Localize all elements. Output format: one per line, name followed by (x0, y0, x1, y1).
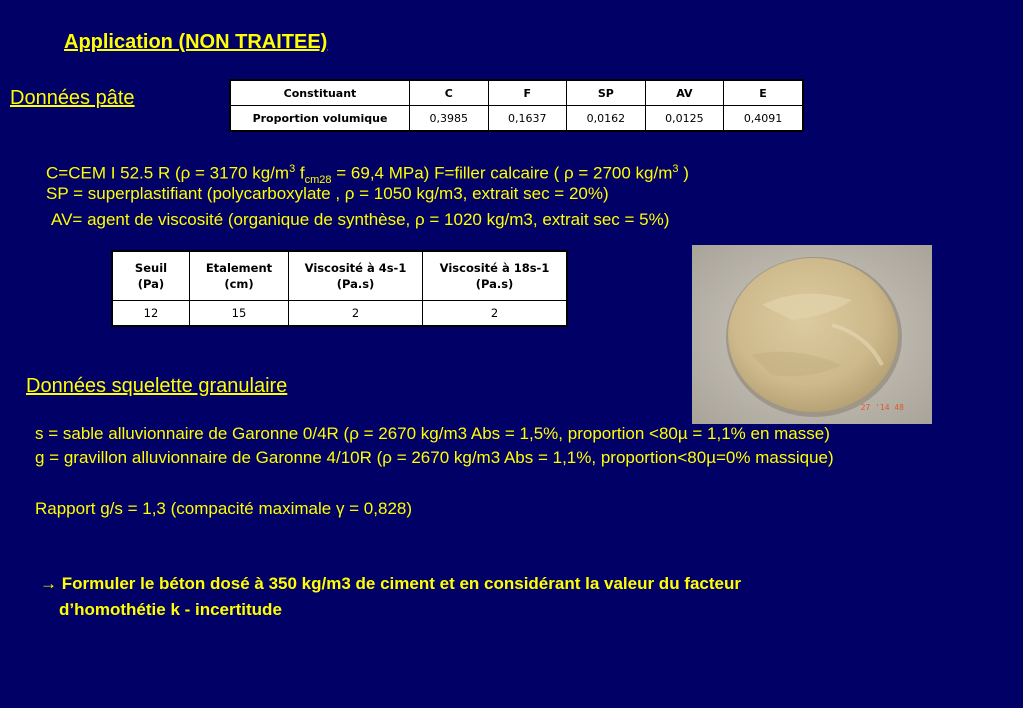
cement-filler-description: C=CEM I 52.5 R (ρ = 3170 $kg/m^3$ $f_{cm28} = 69,4$ MPa) F=filler calcaire ( ρ = 2700 $kg/m^3$ ) (46, 163, 689, 187)
table-header-cell: Viscosité à 4s-1 (Pa.s) (289, 251, 423, 301)
photo-date-stamp: 27 '14 48 (860, 403, 904, 412)
table-cell: 12 (112, 301, 190, 327)
table-cell: 15 (190, 301, 289, 327)
superplasticizer-description: SP = superplastifiant (polycarboxylate , ρ = 1050 kg/m3, extrait sec = 20%) (46, 184, 609, 203)
table-header-cell: C (410, 80, 489, 106)
paste-composition-table (229, 79, 804, 132)
paste-spread-photo (692, 245, 932, 424)
table-cell: 2 (423, 301, 568, 327)
rheology-table (111, 250, 568, 327)
table-header-cell: Viscosité à 18s-1 (Pa.s) (423, 251, 568, 301)
table-cell: 0,4091 (724, 106, 803, 132)
section-heading-paste: Données pâte (10, 87, 135, 109)
table-header-cell: SP (567, 80, 646, 106)
table-row (230, 106, 803, 132)
section-heading-squelette: Données squelette granulaire (26, 375, 288, 397)
table-header-cell: F (488, 80, 567, 106)
gravel-description: g = gravillon alluvionnaire de Garonne 4/10R (ρ = 2670 kg/m3 Abs = 1,1%, proportion<80µ=0% massique) (35, 448, 834, 467)
gs-ratio: Rapport g/s = 1,3 (compacité maximale γ = 0,828) (35, 499, 413, 518)
table-header-row (112, 251, 567, 301)
table-header-cell: Constituant (230, 80, 410, 106)
paste-disk-image (692, 245, 932, 424)
task-line-2: d’homothétie k - incertitude (59, 600, 282, 619)
table-header-row (230, 80, 803, 106)
sand-description: s = sable alluvionnaire de Garonne 0/4R (ρ = 2670 kg/m3 Abs = 1,5%, proportion <80µ = 1,1% en masse) (35, 424, 830, 443)
task-line-1: → Formuler le béton dosé à 350 kg/m3 de ciment et en considérant la valeur du facteur (40, 574, 741, 593)
table-cell: 0,1637 (488, 106, 567, 132)
table-header-cell: Etalement (cm) (190, 251, 289, 301)
viscosity-agent-description: AV= agent de viscosité (organique de synthèse, ρ = 1020 kg/m3, extrait sec = 5%) (51, 210, 670, 229)
right-arrow-icon: → (40, 574, 57, 593)
table-cell: 0,0162 (567, 106, 646, 132)
table-header-cell: AV (645, 80, 724, 106)
table-header-cell: E (724, 80, 803, 106)
table-cell: 0,0125 (645, 106, 724, 132)
table-row-label: Proportion volumique (230, 106, 410, 132)
page-title: Application (NON TRAITEE) (64, 31, 328, 53)
table-cell: 2 (289, 301, 423, 327)
table-header-cell: Seuil (Pa) (112, 251, 190, 301)
table-row (112, 301, 567, 327)
table-cell: 0,3985 (410, 106, 489, 132)
